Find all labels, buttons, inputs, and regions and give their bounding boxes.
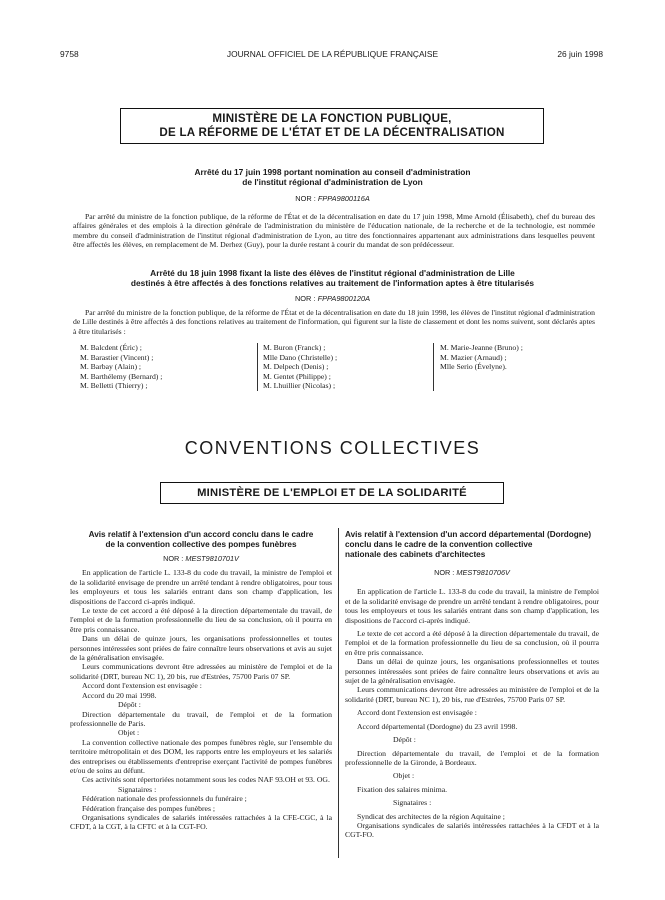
section-title: CONVENTIONS COLLECTIVES xyxy=(184,438,481,458)
ministry-box-emploi: MINISTÈRE DE L'EMPLOI ET DE LA SOLIDARITÉ xyxy=(160,482,504,504)
list-item: Mlle Dano (Christelle) ; xyxy=(263,352,338,362)
avis-1-p5: Accord dont l'extension est envisagée : xyxy=(82,681,202,691)
avis-1-p10: Fédération nationale des professionnels du funéraire ; xyxy=(82,794,247,804)
nor-code: FPPA9800120A xyxy=(317,294,371,303)
list-item: M. Buron (Franck) ; xyxy=(263,343,326,352)
avis-2-nor xyxy=(345,568,599,577)
avis-1-title-line-1: Avis relatif à l'extension d'un accord conclu dans le cadre xyxy=(88,530,314,539)
avis-2-p5: Accord dont l'extension est envisagée : xyxy=(357,708,477,718)
avis-2-title-line-2: nationale des cabinets d'architectes xyxy=(345,550,486,559)
avis-1-p8: La convention collective nationale des pompes funèbres règle, sur l'ensemble du territoire métropolitain et des DOM, les rapports entre les employeurs et les salariés des entreprises ou établissements d'entreprise exerçant l'activité de pompes funèbres et/ou de soins au défunt. xyxy=(70,737,332,775)
avis-2-p3: Dans un délai de quinze jours, les organisations professionnelles et toutes personnes intéressées sont priées de faire connaître leurs observations et avis au sujet de la généralisation envisagée. xyxy=(345,657,599,686)
nor-code: MEST9810701V xyxy=(185,554,239,563)
avis-2-label-objet: Objet : xyxy=(393,771,415,781)
avis-1-p3: Dans un délai de quinze jours, les organisations professionnelles et toutes personnes intéressées sont priées de faire connaître leurs observations et avis au sujet de la généralisation envisagée. xyxy=(70,634,332,663)
avis-1-p1: En application de l'article L. 133-8 du code du travail, la ministre de l'emploi et de la solidarité envisage de prendre un arrêté tendant à rendre obligatoires, pour tous les employeurs et tous les salariés entrant dans son champ d'application, les dispositions de l'accord ci-après indiqué. xyxy=(70,568,332,606)
avis-1 xyxy=(70,530,332,832)
names-list-col-3 xyxy=(440,343,600,372)
avis-1-title xyxy=(70,530,332,550)
list-divider xyxy=(257,343,258,391)
nor-label: NOR : xyxy=(295,194,316,203)
avis-1-label-depot: Dépôt : xyxy=(118,700,141,710)
arrete-1-title-line-1: Arrêté du 17 juin 1998 portant nomination au conseil d'administration xyxy=(194,167,471,177)
avis-2-p10: Organisations syndicales de salariés intéressées rattachées à la CFDT et à la CGT-FO. xyxy=(345,820,599,840)
avis-2-p6: Accord départemental (Dordogne) du 23 avril 1998. xyxy=(357,721,518,731)
arrete-2-title xyxy=(70,268,595,288)
arrete-1-title xyxy=(100,167,565,187)
arrete-1-nor xyxy=(0,194,665,203)
avis-2-p4: Leurs communications devront être adressées au ministère de l'emploi et de la solidarité (DRT, bureau NC 1), 20 bis, rue d'Estrées, 75700 Paris 07 SP. xyxy=(345,685,599,704)
arrete-1-body: Par arrêté du ministre de la fonction publique, de la réforme de l'État et de la décentralisation en date du 17 juin 1998, Mme Arnold (Élisabeth), chef du bureau des affaires générales et des emplois à la direction générale de l'administration du ministère de l'éducation nationale, de la recherche et de la technologie, est nommée membre du conseil d'administration de l'institut régional d'administration de Lyon, au titre des fonctionnaires appartenant aux administrations dans lesquelles peuvent être affectés les élèves, en remplacement de M. Derhez (Guy), pour la durée restant à courir du mandat de son prédécesseur. xyxy=(73,212,595,250)
arrete-2-title-line-2: destinés à être affectés à des fonctions relatives au traitement de l'information aptes à être titularisés xyxy=(130,278,535,288)
avis-1-p7: Direction départementale du travail, de l'emploi et de la formation professionnelle de Paris. xyxy=(70,709,332,728)
avis-2 xyxy=(345,530,599,840)
journal-title: JOURNAL OFFICIEL DE LA RÉPUBLIQUE FRANÇAISE xyxy=(226,49,439,59)
list-item: M. Lhuillier (Nicolas) ; xyxy=(263,381,336,391)
avis-1-p12: Organisations syndicales de salariés intéressées rattachées à la CFE-CGC, à la CFDT, à la CGT, à la CFTC et à la CGT-FO. xyxy=(70,812,332,832)
arrete-1-title-line-2: de l'institut régional d'administration de Lyon xyxy=(242,177,423,187)
nor-label: NOR : xyxy=(434,568,455,577)
avis-2-p9: Syndicat des architectes de la région Aquitaine ; xyxy=(357,811,505,821)
names-list-col-2 xyxy=(263,343,433,391)
avis-1-p6: Accord du 20 mai 1998. xyxy=(82,690,157,700)
ministry-line-1: MINISTÈRE DE LA FONCTION PUBLIQUE, xyxy=(212,112,452,125)
nor-label: NOR : xyxy=(294,294,316,303)
list-item: M. Belletti (Thierry) ; xyxy=(80,381,148,391)
avis-2-p1: En application de l'article L. 133-8 du code du travail, la ministre de l'emploi et de la solidarité envisage de prendre un arrêté tendant à rendre obligatoires, pour tous les employeurs et tous les salariés entrant dans son champ d'application, les dispositions de l'accord ci-après indiqué. xyxy=(345,587,599,625)
avis-2-label-depot: Dépôt : xyxy=(393,735,416,745)
arrete-2-body: Par arrêté du ministre de la fonction publique, de la réforme de l'État et de la décentralisation en date du 18 juin 1998, les élèves de l'institut régional d'administration de Lille destinés à être affectés à des fonctions relatives au traitement de l'information, qui figurent sur la liste de classement et dont les noms suivent, sont déclarés aptes à être titularisés : xyxy=(73,308,595,336)
avis-2-title xyxy=(345,530,599,560)
avis-2-p2: Le texte de cet accord a été déposé à la direction départementale du travail, de l'emploi et de la formation professionnelle du lieu de sa conclusion, où il pourra en être pris connaissance. xyxy=(345,629,599,657)
list-item: M. Marie-Jeanne (Bruno) ; xyxy=(440,343,523,352)
avis-1-p4: Leurs communications devront être adressées au ministère de l'emploi et de la solidarité (DRT, bureau NC 1), 20 bis, rue d'Estrées, 75700 Paris 07 SP. xyxy=(70,662,332,681)
avis-1-p11: Fédération française des pompes funèbres ; xyxy=(82,803,215,813)
arrete-2-title-line-1: Arrêté du 18 juin 1998 fixant la liste des élèves de l'institut régional d'administration de Lille xyxy=(150,268,515,278)
avis-1-label-objet: Objet : xyxy=(118,728,140,738)
avis-1-p9: Ces activités sont répertoriées notamment sous les codes NAF 93.OH et 93. OG. xyxy=(82,775,330,785)
page-number: 9758 xyxy=(60,49,79,59)
names-list-col-1 xyxy=(80,343,250,391)
avis-2-p7: Direction départementale du travail, de l'emploi et de la formation professionnelle de la Gironde, à Bordeaux. xyxy=(345,748,599,767)
column-divider xyxy=(338,528,339,858)
ministry-box-fonction-publique xyxy=(120,108,544,144)
avis-2-p8: Fixation des salaires minima. xyxy=(357,784,448,794)
avis-2-label-signataires: Signataires : xyxy=(393,798,432,808)
list-item: Mlle Serio (Évelyne). xyxy=(440,362,507,372)
list-item: M. Barbay (Alain) ; xyxy=(80,362,142,372)
list-item: M. Gentet (Philippe) ; xyxy=(263,371,331,381)
avis-1-p2: Le texte de cet accord a été déposé à la direction départementale du travail, de l'emploi et de la formation professionnelle du lieu de sa conclusion, où il pourra en être pris connaissance. xyxy=(70,606,332,634)
list-item: M. Delpech (Denis) ; xyxy=(263,362,329,372)
nor-label: NOR : xyxy=(163,554,184,563)
avis-2-title-line-1: Avis relatif à l'extension d'un accord départemental (Dordogne) conclu dans le cadre de la convention collective xyxy=(345,530,592,549)
nor-code: FPPA9800116A xyxy=(317,194,370,203)
list-item: M. Mazier (Arnaud) ; xyxy=(440,352,507,362)
arrete-2-nor xyxy=(0,294,665,303)
nor-code: MEST9810706V xyxy=(456,568,510,577)
avis-1-nor xyxy=(70,554,332,563)
list-divider xyxy=(433,343,434,391)
list-item: M. Barastier (Vincent) ; xyxy=(80,352,154,362)
ministry-line-2: DE LA RÉFORME DE L'ÉTAT ET DE LA DÉCENTRALISATION xyxy=(159,126,505,139)
list-item: M. Balcdent (Éric) ; xyxy=(80,343,142,352)
avis-1-title-line-2: de la convention collective des pompes funèbres xyxy=(105,540,297,549)
avis-1-label-signataires: Signataires : xyxy=(118,784,157,794)
issue-date: 26 juin 1998 xyxy=(557,49,603,59)
list-item: M. Barthélemy (Bernard) ; xyxy=(80,371,163,381)
